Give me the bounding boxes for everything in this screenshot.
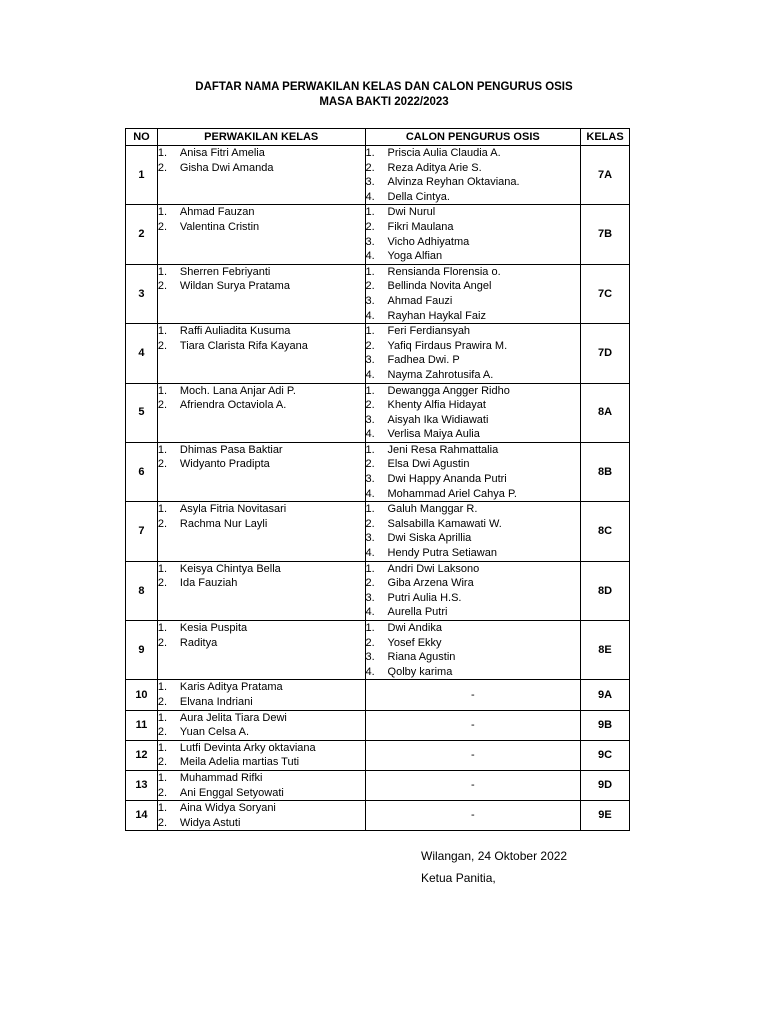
candidate-item (366, 339, 581, 354)
list-number: 2. (157, 280, 168, 293)
student-name: Galuh Manggar R. (387, 503, 478, 516)
row-number: 9 (126, 621, 158, 680)
class-code: 9D (581, 770, 630, 800)
candidate-item-cell (365, 561, 581, 620)
list-number: 1. (157, 771, 168, 784)
student-name: Riana Agustin (387, 651, 456, 664)
representative-item (158, 398, 365, 413)
student-name: Sherren Febriyanti (179, 265, 271, 278)
student-name: Alvinza Reyhan Oktaviana. (387, 176, 520, 189)
student-name: Dwi Andika (387, 622, 442, 634)
student-name: Widyanto Pradipta (179, 458, 270, 471)
list-number: 1. (157, 802, 168, 815)
representative-item-cell (157, 680, 365, 710)
representative-item (158, 279, 365, 294)
candidate-item-cell (365, 502, 581, 561)
candidate-item (366, 249, 581, 264)
student-name: Wildan Surya Pratama (179, 280, 290, 293)
candidate-item-cell (365, 264, 581, 323)
representative-item (158, 146, 365, 161)
header-calon: CALON PENGURUS OSIS (365, 129, 581, 146)
row-number: 3 (126, 264, 158, 323)
student-name: Ahmad Fauzi (387, 294, 453, 307)
representative-item (158, 695, 365, 710)
table-row (126, 442, 630, 501)
representative-item (158, 680, 365, 695)
representative-item (158, 711, 365, 726)
title-line-2: MASA BAKTI 2022/2023 (319, 96, 449, 108)
student-name: Valentina Cristin (179, 220, 260, 233)
student-name: Aisyah Ika Widiawati (387, 413, 489, 426)
table-row (126, 146, 630, 205)
candidate-item (366, 146, 581, 161)
row-number: 13 (126, 770, 158, 800)
student-name: Muhammad Rifki (179, 771, 263, 784)
student-name: Meila Adelia martias Tuti (179, 756, 300, 769)
student-name: Moch. Lana Anjar Adi P. (179, 384, 296, 397)
table-row (126, 680, 630, 710)
representative-item-cell (157, 801, 365, 831)
list-number: 1. (157, 206, 168, 219)
list-number: 1. (365, 562, 375, 575)
student-name: Hendy Putra Setiawan (387, 547, 497, 560)
student-name: Salsabilla Kamawati W. (387, 517, 502, 530)
candidate-item (366, 309, 581, 324)
candidate-empty-cell: - (365, 680, 581, 710)
student-name: Lutfi Devinta Arky oktaviana (179, 741, 316, 754)
candidate-item (366, 235, 581, 250)
list-number: 2. (365, 399, 375, 412)
representative-item (158, 562, 365, 577)
student-name: Rensianda Florensia o. (387, 265, 501, 278)
student-name: Dwi Nurul (387, 206, 436, 219)
representative-item-cell (157, 205, 365, 264)
representative-item (158, 636, 365, 651)
row-number: 11 (126, 710, 158, 740)
representative-item (158, 786, 365, 801)
student-name: Dwi Siska Aprillia (387, 532, 472, 545)
row-number: 6 (126, 442, 158, 501)
row-number: 7 (126, 502, 158, 561)
representative-item (158, 502, 365, 517)
representative-item-cell (157, 770, 365, 800)
list-number: 2. (365, 577, 375, 590)
list-number: 1. (157, 711, 168, 724)
representative-item-cell (157, 442, 365, 501)
representative-item (158, 771, 365, 786)
candidate-item (366, 353, 581, 368)
candidate-item (366, 591, 581, 606)
list-number: 3. (365, 294, 375, 307)
row-number: 4 (126, 324, 158, 383)
list-number: 3. (365, 651, 375, 664)
candidate-item-cell (365, 205, 581, 264)
header-kelas: KELAS (581, 129, 630, 146)
list-number: 4. (365, 250, 375, 263)
candidate-item (366, 531, 581, 546)
representative-item (158, 725, 365, 740)
list-number: 1. (157, 325, 168, 338)
list-number: 1. (365, 325, 375, 338)
list-number: 2. (365, 517, 375, 530)
student-name: Giba Arzena Wira (387, 577, 474, 590)
representative-item (158, 801, 365, 816)
list-number: 3. (365, 532, 375, 545)
candidate-item (366, 294, 581, 309)
list-number: 2. (365, 161, 375, 174)
header-perwakilan: PERWAKILAN KELAS (157, 129, 365, 146)
table-row (126, 383, 630, 442)
student-name: Khenty Alfia Hidayat (387, 399, 486, 412)
list-number: 1. (365, 384, 375, 397)
representative-item (158, 384, 365, 399)
class-code: 7A (581, 146, 630, 205)
list-number: 2. (157, 517, 168, 530)
student-name: Widya Astuti (179, 816, 241, 829)
student-name: Fadhea Dwi. P (387, 354, 460, 367)
candidate-item (366, 220, 581, 235)
list-number: 1. (365, 622, 375, 634)
list-number: 3. (365, 413, 375, 426)
list-number: 4. (365, 665, 375, 678)
list-number: 1. (157, 562, 168, 575)
student-name: Karis Aditya Pratama (179, 681, 283, 694)
list-number: 1. (157, 147, 168, 159)
student-name: Asyla Fitria Novitasari (179, 503, 287, 516)
student-name: Ani Enggal Setyowati (179, 786, 284, 799)
candidate-item (366, 443, 581, 458)
candidate-item-cell (365, 621, 581, 680)
list-number: 2. (157, 786, 168, 799)
document-title (0, 80, 768, 110)
table-row (126, 324, 630, 383)
candidate-item (366, 605, 581, 620)
class-code: 7B (581, 205, 630, 264)
candidate-empty-cell: - (365, 740, 581, 770)
list-number: 4. (365, 309, 375, 322)
representative-item-cell (157, 740, 365, 770)
candidate-item (366, 472, 581, 487)
student-name: Anisa Fitri Amelia (179, 147, 265, 159)
representative-item-cell (157, 502, 365, 561)
class-code: 9C (581, 740, 630, 770)
candidate-item (366, 265, 581, 280)
student-name: Qolby karima (387, 665, 453, 678)
student-name: Mohammad Ariel Cahya P. (387, 487, 517, 500)
student-name: Dhimas Pasa Baktiar (179, 443, 283, 456)
class-code: 9A (581, 680, 630, 710)
list-number: 4. (365, 547, 375, 560)
list-number: 4. (365, 368, 375, 381)
place-date: Wilangan, 24 Oktober 2022 (421, 849, 568, 863)
table-row (126, 801, 630, 831)
candidate-empty-cell: - (365, 770, 581, 800)
representative-item (158, 755, 365, 770)
list-number: 2. (365, 339, 375, 352)
student-name: Putri Aulia H.S. (387, 591, 462, 604)
representative-item (158, 339, 365, 354)
list-number: 1. (157, 503, 168, 516)
class-code: 7D (581, 324, 630, 383)
list-number: 2. (157, 339, 168, 352)
representative-item (158, 741, 365, 756)
row-number: 8 (126, 561, 158, 620)
candidate-item (366, 205, 581, 220)
candidate-item (366, 190, 581, 205)
class-code: 9E (581, 801, 630, 831)
student-name: Yafiq Firdaus Prawira M. (387, 339, 508, 352)
table-header-row (126, 129, 630, 146)
representative-item-cell (157, 264, 365, 323)
student-name: Aura Jelita Tiara Dewi (179, 711, 287, 724)
candidate-item (366, 650, 581, 665)
representative-item (158, 161, 365, 176)
table-body (126, 146, 630, 831)
representative-item (158, 621, 365, 636)
candidate-item (366, 621, 581, 636)
representative-item (158, 220, 365, 235)
candidate-item (366, 175, 581, 190)
list-number: 2. (157, 756, 168, 769)
representative-item (158, 517, 365, 532)
row-number: 2 (126, 205, 158, 264)
candidate-item (366, 413, 581, 428)
candidate-item (366, 562, 581, 577)
student-name: Aina Widya Soryani (179, 802, 276, 815)
candidate-item (366, 368, 581, 383)
list-number: 1. (157, 443, 168, 456)
student-name: Fikri Maulana (387, 220, 454, 233)
student-name: Afriendra Octaviola A. (179, 399, 287, 412)
list-number: 2. (157, 458, 168, 471)
candidate-item-cell (365, 146, 581, 205)
student-name: Bellinda Novita Angel (387, 280, 492, 293)
class-code: 8B (581, 442, 630, 501)
representative-item (158, 205, 365, 220)
list-number: 2. (157, 726, 168, 739)
representative-item (158, 443, 365, 458)
student-name: Elsa Dwi Agustin (387, 458, 470, 471)
signatory-title: Ketua Panitia, (421, 871, 496, 885)
representative-item-cell (157, 383, 365, 442)
candidate-item (366, 502, 581, 517)
list-number: 4. (365, 487, 375, 500)
table-row (126, 561, 630, 620)
list-number: 2. (157, 399, 168, 412)
candidate-item (366, 324, 581, 339)
representative-item (158, 576, 365, 591)
candidate-item-cell (365, 383, 581, 442)
candidate-item (366, 427, 581, 442)
candidate-item (366, 279, 581, 294)
header-no: NO (126, 129, 158, 146)
candidate-item (366, 161, 581, 176)
student-name: Elvana Indriani (179, 695, 253, 708)
list-number: 2. (157, 577, 168, 590)
list-number: 1. (365, 206, 375, 219)
row-number: 12 (126, 740, 158, 770)
representative-item-cell (157, 324, 365, 383)
student-name: Della Cintya. (387, 190, 450, 203)
candidate-item (366, 636, 581, 651)
student-name: Nayma Zahrotusifa A. (387, 368, 494, 381)
candidate-item-cell (365, 442, 581, 501)
student-name: Dewangga Angger Ridho (387, 384, 510, 397)
student-name: Verlisa Maiya Aulia (387, 428, 480, 441)
list-number: 1. (157, 741, 168, 754)
list-number: 1. (365, 503, 375, 516)
student-name: Raditya (179, 636, 218, 649)
list-number: 4. (365, 428, 375, 441)
representative-item-cell (157, 621, 365, 680)
list-number: 1. (365, 147, 375, 159)
class-code: 8E (581, 621, 630, 680)
list-number: 4. (365, 190, 375, 203)
student-name: Reza Aditya Arie S. (387, 161, 482, 174)
candidate-empty-cell: - (365, 710, 581, 740)
table-row (126, 770, 630, 800)
student-name: Priscia Aulia Claudia A. (387, 147, 501, 159)
candidate-item (366, 576, 581, 591)
class-code: 7C (581, 264, 630, 323)
student-name: Keisya Chintya Bella (179, 562, 281, 575)
row-number: 5 (126, 383, 158, 442)
title-line-1: DAFTAR NAMA PERWAKILAN KELAS DAN CALON PENGURUS OSIS (195, 81, 573, 93)
list-number: 1. (157, 622, 168, 634)
list-number: 2. (157, 161, 168, 174)
list-number: 1. (157, 265, 168, 278)
candidate-item-cell (365, 324, 581, 383)
list-number: 4. (365, 606, 375, 619)
representative-item (158, 816, 365, 831)
student-name: Rayhan Haykal Faiz (387, 309, 486, 322)
student-name: Feri Ferdiansyah (387, 325, 471, 338)
representative-item (158, 457, 365, 472)
list-number: 1. (157, 384, 168, 397)
class-code: 8A (581, 383, 630, 442)
student-name: Dwi Happy Ananda Putri (387, 473, 507, 486)
table-row (126, 205, 630, 264)
list-number: 2. (157, 636, 168, 649)
table-row (126, 710, 630, 740)
list-number: 2. (157, 695, 168, 708)
student-name: Andri Dwi Laksono (387, 562, 480, 575)
representative-item (158, 265, 365, 280)
student-name: Kesia Puspita (179, 622, 248, 634)
candidate-item (366, 517, 581, 532)
representative-item (158, 324, 365, 339)
candidate-item (366, 546, 581, 561)
list-number: 2. (365, 636, 375, 649)
student-name: Raffi Auliadita Kusuma (179, 325, 291, 338)
row-number: 10 (126, 680, 158, 710)
student-name: Ida Fauziah (179, 577, 238, 590)
student-name: Vicho Adhiyatma (387, 235, 470, 248)
student-name: Rachma Nur Layli (179, 517, 268, 530)
roster-table (125, 128, 630, 831)
list-number: 1. (365, 265, 375, 278)
student-name: Yosef Ekky (387, 636, 442, 649)
candidate-item (366, 487, 581, 502)
list-number: 3. (365, 354, 375, 367)
table-row (126, 621, 630, 680)
list-number: 3. (365, 176, 375, 189)
student-name: Yoga Alfian (387, 250, 443, 263)
list-number: 2. (365, 220, 375, 233)
list-number: 1. (365, 443, 375, 456)
candidate-item (366, 457, 581, 472)
student-name: Jeni Resa Rahmattalia (387, 443, 499, 456)
table-row (126, 264, 630, 323)
list-number: 2. (365, 280, 375, 293)
candidate-item (366, 384, 581, 399)
student-name: Tiara Clarista Rifa Kayana (179, 339, 308, 352)
list-number: 3. (365, 473, 375, 486)
representative-item-cell (157, 146, 365, 205)
candidate-item (366, 665, 581, 680)
list-number: 2. (365, 458, 375, 471)
class-code: 8D (581, 561, 630, 620)
candidate-empty-cell: - (365, 801, 581, 831)
student-name: Yuan Celsa A. (179, 726, 249, 739)
representative-item-cell (157, 710, 365, 740)
class-code: 8C (581, 502, 630, 561)
table-row (126, 502, 630, 561)
row-number: 14 (126, 801, 158, 831)
list-number: 2. (157, 220, 168, 233)
list-number: 2. (157, 816, 168, 829)
table-row (126, 740, 630, 770)
list-number: 3. (365, 235, 375, 248)
list-number: 3. (365, 591, 375, 604)
class-code: 9B (581, 710, 630, 740)
student-name: Ahmad Fauzan (179, 206, 255, 219)
signature-block (421, 845, 567, 889)
student-name: Aurella Putri (387, 606, 448, 619)
list-number: 1. (157, 681, 168, 694)
representative-item-cell (157, 561, 365, 620)
student-name: Gisha Dwi Amanda (179, 161, 274, 174)
candidate-item (366, 398, 581, 413)
row-number: 1 (126, 146, 158, 205)
